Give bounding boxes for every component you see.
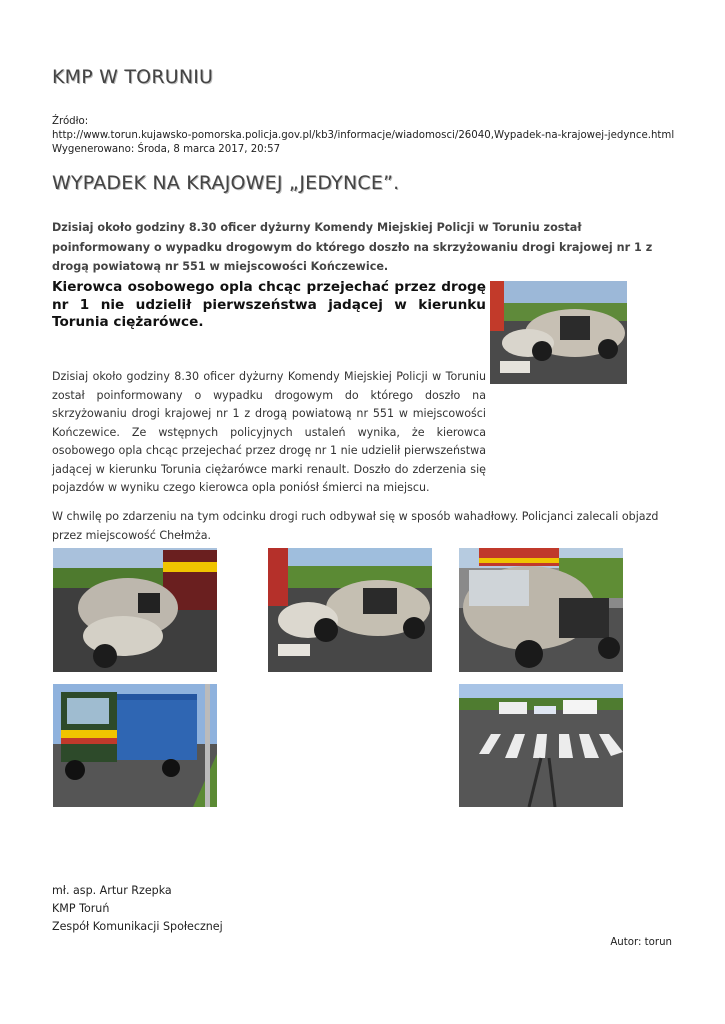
gallery-photo-1[interactable] (53, 548, 217, 672)
gallery-photo-5[interactable] (459, 684, 623, 807)
gallery-photo-3[interactable] (459, 548, 623, 672)
source-label: Źródło: (52, 116, 89, 127)
article-lead: Dzisiaj około godziny 8.30 oficer dyżurny Komendy Miejskiej Policji w Toruniu został poinformowany o wypadku drogowym do którego doszło na skrzyżowaniu drogi krajowej nr 1 z drogą powiatową nr 551 w miejscowości Kończewice. (52, 221, 653, 273)
generated-date: Wygenerowano: Środa, 8 marca 2017, 20:57 (52, 144, 281, 155)
main-accident-photo[interactable] (490, 281, 627, 384)
article-title: WYPADEK NA KRAJOWEJ „JEDYNCE”. (52, 172, 400, 194)
source-url[interactable]: http://www.torun.kujawsko-pomorska.policja.gov.pl/kb3/informacje/wiadomosci/26040,Wypadek-na-krajowej-jedynce.html (52, 130, 675, 141)
signature-name: mł. asp. Artur Rzepka (52, 884, 172, 897)
author-credit: Autor: torun (610, 937, 672, 948)
gallery-photo-2[interactable] (268, 548, 432, 672)
gallery-photo-4[interactable] (53, 684, 217, 807)
site-title: KMP W TORUNIU (52, 66, 214, 88)
article-body-1: Dzisiaj około godziny 8.30 oficer dyżurny Komendy Miejskiej Policji w Toruniu został poinformowany o wypadku drogowym do którego doszło na skrzyżowaniu drogi krajowej nr 1 z drogą powiatową nr 551 w miejscowości Kończewice. Ze wstępnych policyjnych ustaleń wynika, że kierowca osobowego opla chcąc przejechać przez drogę nr 1 nie udzielił pierwszeństwa jadącej w kierunku Torunia ciężarówce marki renault. Doszło do zderzenia się pojazdów w wyniku czego kierowca opla poniósł śmierci na miejscu. (52, 370, 486, 494)
article-body-2: W chwilę po zdarzeniu na tym odcinku drogi ruch odbywał się w sposób wahadłowy. Policjanci zalecali objazd przez miejscowość Chełmża. (52, 510, 659, 542)
signature-department: Zespół Komunikacji Społecznej (52, 920, 223, 933)
article-subtitle: Kierowca osobowego opla chcąc przejechać przez drogę nr 1 nie udzielił pierwszeństwa jadącej w kierunku Torunia ciężarówce. (52, 279, 486, 330)
signature-unit: KMP Toruń (52, 902, 110, 915)
